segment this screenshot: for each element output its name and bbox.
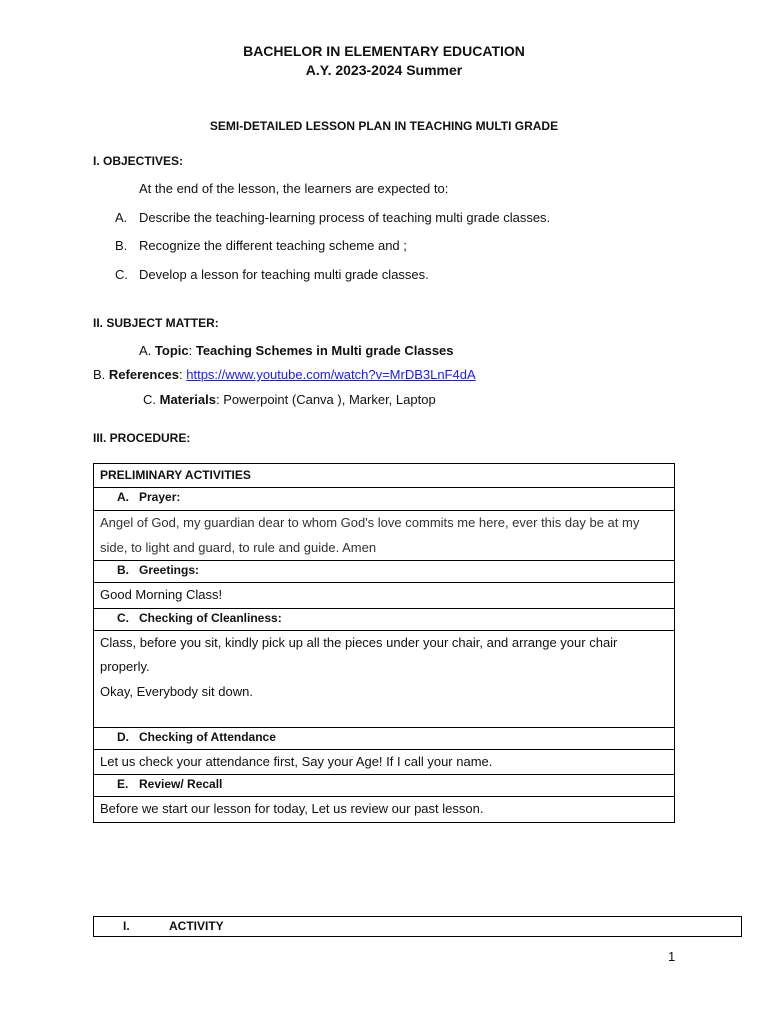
- section-header-greetings: B. Greetings:: [94, 561, 675, 583]
- section-body-greetings: Good Morning Class!: [94, 583, 675, 609]
- section-body-review: Before we start our lesson for today, Let us review our past lesson.: [94, 797, 675, 823]
- page-number: 1: [668, 949, 676, 964]
- section-header-attendance: D. Checking of Attendance: [94, 727, 675, 749]
- objective-c: Develop a lesson for teaching multi grade classes.: [139, 267, 429, 282]
- subject-matter-heading: II. SUBJECT MATTER:: [93, 316, 219, 330]
- objective-a: Describe the teaching-learning process of teaching multi grade classes.: [139, 210, 551, 225]
- topic-line: A. Topic: Teaching Schemes in Multi grade Classes: [139, 343, 454, 358]
- section-header-cleanliness: C. Checking of Cleanliness:: [94, 608, 675, 630]
- materials-value: Powerpoint (Canva ), Marker, Laptop: [223, 392, 436, 407]
- activity-header: [93, 916, 742, 937]
- activity-numeral: I.: [123, 919, 130, 933]
- academic-year: A.Y. 2023-2024 Summer: [305, 62, 463, 78]
- references-label: References: [108, 367, 180, 382]
- preliminary-activities-table: [93, 463, 675, 823]
- materials-label: Materials: [159, 392, 216, 407]
- references-link[interactable]: https://www.youtube.com/watch?v=MrDB3LnF4dA: [186, 367, 476, 382]
- table-title: PRELIMINARY ACTIVITIES: [94, 464, 675, 488]
- program-title: BACHELOR IN ELEMENTARY EDUCATION: [243, 43, 525, 59]
- section-body-prayer: Angel of God, my guardian dear to whom God's love commits me here, ever this day be at my side, to light and guard, to rule and guide. Amen: [94, 511, 675, 561]
- section-header-prayer: A. Prayer:: [94, 488, 675, 511]
- activity-label: ACTIVITY: [169, 919, 224, 933]
- references-line: B. References: https://www.youtube.com/watch?v=MrDB3LnF4dA: [93, 367, 476, 382]
- topic-label: Topic: [154, 343, 189, 358]
- procedure-heading: III. PROCEDURE:: [93, 431, 191, 445]
- objective-letter-a: A.: [115, 210, 128, 225]
- document-title: SEMI-DETAILED LESSON PLAN IN TEACHING MULTI GRADE: [209, 119, 559, 133]
- objective-letter-b: B.: [115, 238, 128, 253]
- section-body-attendance: Let us check your attendance first, Say your Age! If I call your name.: [94, 749, 675, 775]
- topic-value: Teaching Schemes in Multi grade Classes: [195, 343, 454, 358]
- objective-b: Recognize the different teaching scheme and ;: [139, 238, 407, 253]
- section-body-cleanliness: Class, before you sit, kindly pick up all the pieces under your chair, and arrange your chair properly. Okay, Everybody sit down.: [94, 630, 675, 727]
- objective-letter-c: C.: [115, 267, 128, 282]
- objectives-heading: I. OBJECTIVES:: [93, 154, 184, 168]
- section-header-review: E. Review/ Recall: [94, 775, 675, 797]
- objectives-intro: At the end of the lesson, the learners are expected to:: [139, 181, 449, 196]
- materials-line: C. Materials: Powerpoint (Canva ), Marker, Laptop: [143, 392, 436, 407]
